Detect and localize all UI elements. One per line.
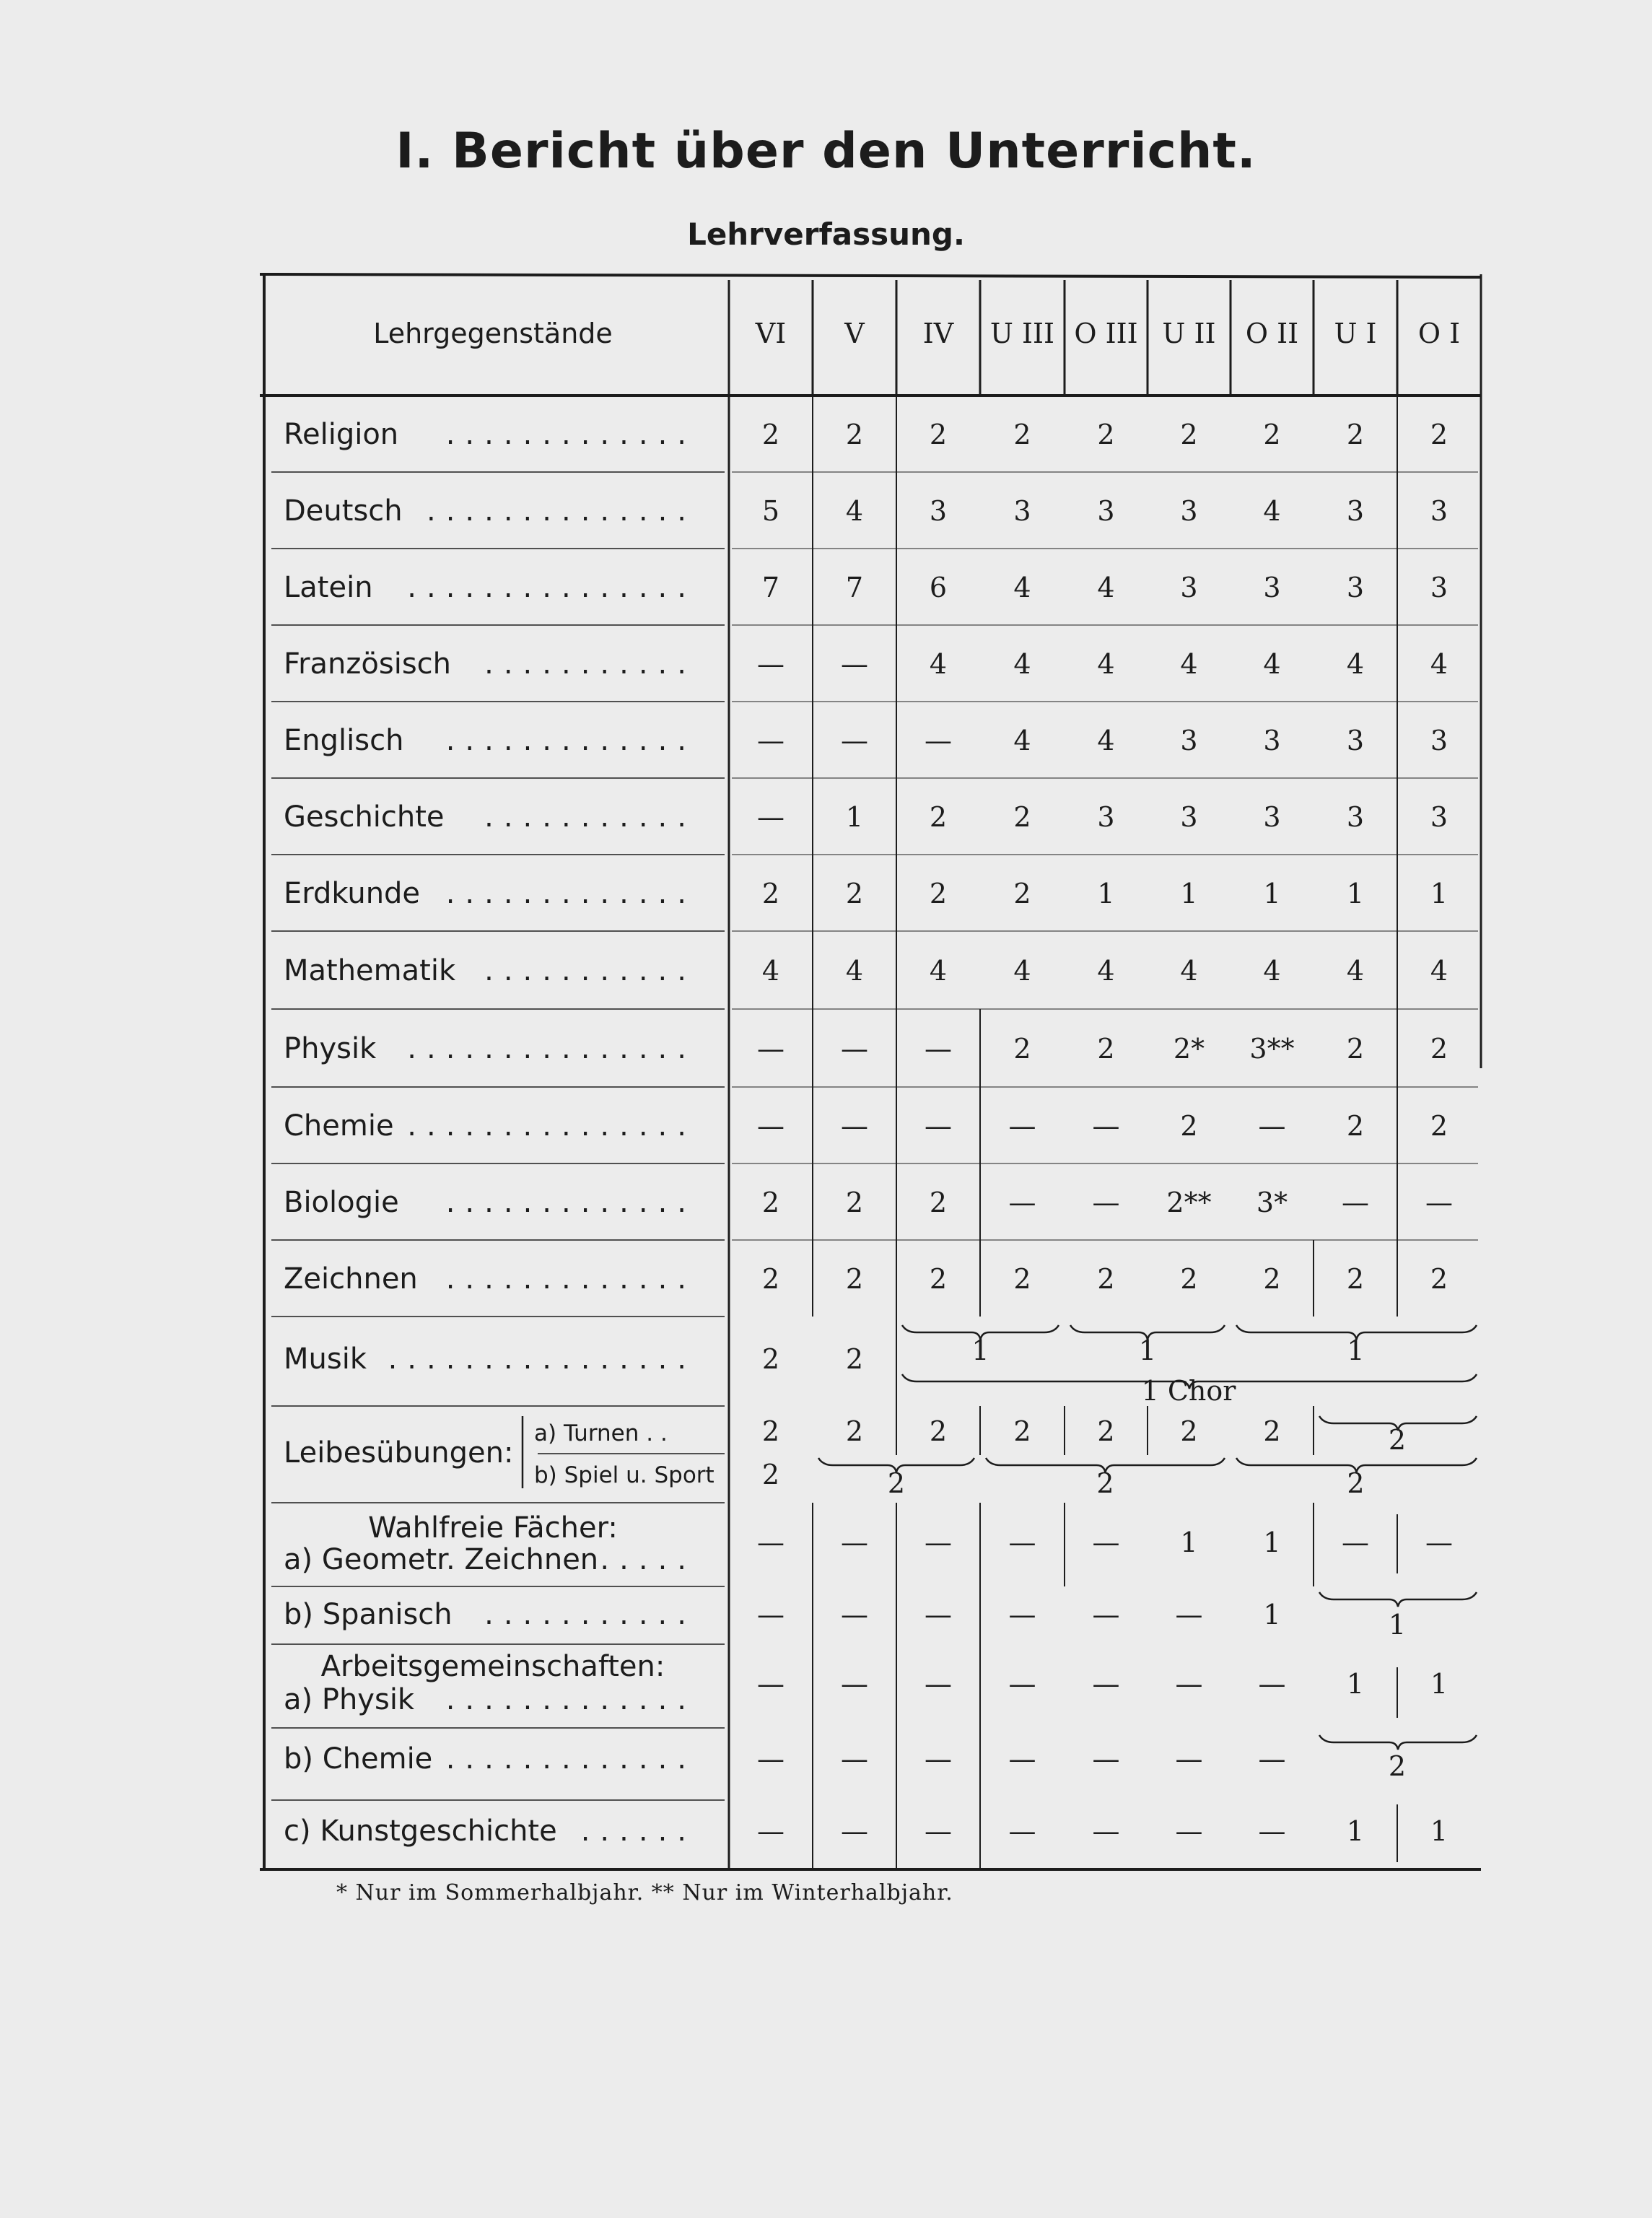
value-cell: 2 <box>761 1187 780 1218</box>
sub-label-turnen: a) Turnen . . <box>534 1420 668 1446</box>
value-cell: — <box>1008 1187 1036 1218</box>
value-cell: 3 <box>1263 801 1281 833</box>
value-cell: — <box>757 648 785 680</box>
value-cell: 2 <box>1346 1263 1365 1295</box>
value-cell: — <box>757 1599 785 1630</box>
value-cell: 4 <box>1097 955 1115 987</box>
subject-geometr: a) Geometr. Zeichnen <box>284 1543 599 1576</box>
value-cell: 2 <box>761 419 780 450</box>
dot-leader: ............. <box>445 877 696 910</box>
value-cell: — <box>925 1743 952 1775</box>
dot-leader: ...... <box>580 1815 696 1848</box>
value-cell: 3 <box>1180 495 1198 527</box>
column-header-class: U I <box>1334 318 1377 349</box>
value-cell: 2 <box>1097 1415 1115 1447</box>
value-cell: 4 <box>1013 648 1031 680</box>
value-cell: — <box>1008 1668 1036 1700</box>
column-header-class: U III <box>989 318 1055 349</box>
value-cell: 1 <box>1430 1668 1448 1700</box>
value-cell: 4 <box>845 955 864 987</box>
subject-ag-chemie: b) Chemie <box>284 1742 433 1776</box>
value-cell: 4 <box>1180 955 1198 987</box>
subject-7: Mathematik <box>284 954 456 987</box>
dot-leader: ............... <box>407 571 696 604</box>
value-cell: — <box>1258 1110 1286 1142</box>
value-cell: 1 <box>1430 878 1448 909</box>
dot-leader: ........... <box>484 800 696 834</box>
value-cell: 3 <box>1346 495 1365 527</box>
value-cell: — <box>757 1110 785 1142</box>
value-cell: 2** <box>1166 1187 1212 1218</box>
value-cell: 2 <box>845 1343 864 1375</box>
dot-leader: ................ <box>388 1342 696 1376</box>
value-cell: — <box>1258 1815 1286 1847</box>
value-cell: 2 <box>1097 419 1115 450</box>
value-cell: 2 <box>929 1415 948 1447</box>
value-cell: — <box>925 1033 952 1065</box>
value-cell: 4 <box>1263 495 1281 527</box>
value-cell: 1 <box>1263 1599 1281 1630</box>
value-cell: 5 <box>761 495 780 527</box>
subject-leibesuebungen: Leibesübungen: <box>284 1436 514 1470</box>
value-cell: — <box>841 1743 868 1775</box>
value-cell: 4 <box>929 955 948 987</box>
value-cell: 2 <box>1180 1110 1198 1142</box>
value-cell: — <box>925 1527 952 1558</box>
value-cell: — <box>841 1815 868 1847</box>
value-cell: 2 <box>1346 1033 1365 1065</box>
value-cell: 2 <box>1430 419 1448 450</box>
value-cell: 4 <box>1346 955 1365 987</box>
value-cell: 2 <box>1346 1110 1365 1142</box>
subject-5: Geschichte <box>284 800 445 834</box>
subject-8: Physik <box>284 1032 377 1065</box>
value-cell: 3 <box>1013 495 1031 527</box>
dot-leader: ............. <box>445 1683 696 1716</box>
value-cell: 1 <box>1430 1815 1448 1847</box>
value-cell: 2 <box>1346 419 1365 450</box>
value-cell: 2 <box>929 878 948 909</box>
value-cell: 4 <box>761 955 780 987</box>
value-cell: — <box>841 725 868 756</box>
value-cell: 1 <box>1346 878 1365 909</box>
value-cell: 4 <box>1013 572 1031 603</box>
page-subtitle: Lehrverfassung. <box>687 217 965 252</box>
value-cell: 1 <box>1180 1527 1198 1558</box>
dot-leader: ............... <box>407 1109 696 1143</box>
value-cell: — <box>1092 1187 1120 1218</box>
value-cell: — <box>925 1599 952 1630</box>
value-cell: 2 <box>761 1263 780 1295</box>
sub-label-spiel: b) Spiel u. Sport <box>534 1462 714 1488</box>
section-heading-wahlfrei: Wahlfreie Fächer: <box>368 1511 618 1545</box>
value-cell: — <box>1258 1668 1286 1700</box>
value-cell: 7 <box>761 572 780 603</box>
value-cell: 3 <box>1430 495 1448 527</box>
value-cell: 3 <box>1263 572 1281 603</box>
column-header-class: U II <box>1162 318 1216 349</box>
value-cell: 3 <box>1430 725 1448 756</box>
dot-leader: ............. <box>445 724 696 757</box>
value-cell: 2 <box>1013 419 1031 450</box>
value-cell: 3 <box>1346 725 1365 756</box>
value-cell: 4 <box>1263 648 1281 680</box>
value-cell: 2 <box>1013 1033 1031 1065</box>
subject-10: Biologie <box>284 1186 399 1219</box>
value-cell: — <box>1008 1599 1036 1630</box>
value-cell: — <box>841 1668 868 1700</box>
value-cell: — <box>841 1110 868 1142</box>
column-header-class: V <box>844 318 865 349</box>
value-cell: — <box>1175 1599 1203 1630</box>
value-cell: 3 <box>1346 572 1365 603</box>
value-cell: 3 <box>1097 801 1115 833</box>
column-header-subjects: Lehrgegenstände <box>373 318 613 349</box>
value-cell: — <box>1092 1743 1120 1775</box>
choir-label: 1 Chor <box>1141 1375 1236 1407</box>
dot-leader: ............... <box>407 1032 696 1065</box>
value-cell: 2 <box>1013 1415 1031 1447</box>
dot-leader: ........... <box>484 647 696 681</box>
value-cell: — <box>1342 1187 1369 1218</box>
value-cell: 2 <box>761 1343 780 1375</box>
value-cell: 3 <box>1097 495 1115 527</box>
dot-leader: ............. <box>445 1186 696 1219</box>
value-cell: 2 <box>845 419 864 450</box>
value-cell: 2 <box>1097 1033 1115 1065</box>
value-cell: 4 <box>1013 955 1031 987</box>
value-cell: 2* <box>1173 1033 1205 1065</box>
value-cell: — <box>1175 1743 1203 1775</box>
value-cell: 2 <box>761 1459 780 1490</box>
column-header-class: O I <box>1417 318 1461 349</box>
value-cell: 2 <box>1180 1263 1198 1295</box>
value-cell: — <box>757 1743 785 1775</box>
value-cell: — <box>1008 1743 1036 1775</box>
dot-leader: .............. <box>426 494 696 528</box>
subject-11: Zeichnen <box>284 1262 418 1296</box>
value-cell: 2 <box>929 1187 948 1218</box>
grouped-value: 1 <box>1138 1335 1157 1366</box>
value-cell: 2 <box>1430 1263 1448 1295</box>
value-cell: 1 <box>1346 1815 1365 1847</box>
value-cell: 2 <box>1013 1263 1031 1295</box>
value-cell: 3 <box>1180 572 1198 603</box>
value-cell: 3 <box>1430 572 1448 603</box>
grouped-value: 2 <box>887 1467 906 1499</box>
subject-1: Deutsch <box>284 494 403 528</box>
footnote: * Nur im Sommerhalbjahr. ** Nur im Winterhalbjahr. <box>336 1880 953 1905</box>
chemie-brace <box>1319 1735 1477 1750</box>
value-cell: 2 <box>1180 419 1198 450</box>
value-cell: — <box>1342 1527 1369 1558</box>
value-cell: — <box>841 1527 868 1558</box>
value-cell: 2 <box>761 1415 780 1447</box>
subject-musik: Musik <box>284 1342 367 1376</box>
value-cell: 4 <box>1180 648 1198 680</box>
value-cell: 2 <box>761 878 780 909</box>
value-cell: 1 <box>845 801 864 833</box>
value-cell: — <box>757 801 785 833</box>
value-cell: 7 <box>845 572 864 603</box>
value-cell: 3 <box>1263 725 1281 756</box>
subject-0: Religion <box>284 418 399 451</box>
value-cell: — <box>757 725 785 756</box>
value-cell: — <box>1008 1527 1036 1558</box>
grouped-value: 1 <box>971 1335 989 1366</box>
section-heading-ag: Arbeitsgemeinschaften: <box>320 1650 665 1683</box>
value-cell: — <box>1425 1187 1453 1218</box>
value-cell: 1 <box>1263 878 1281 909</box>
value-cell: — <box>1092 1599 1120 1630</box>
value-cell: — <box>841 648 868 680</box>
dot-leader: ........... <box>484 954 696 987</box>
table-top-border <box>260 274 1481 277</box>
value-cell: 2 <box>1430 1110 1448 1142</box>
value-cell: 3 <box>929 495 948 527</box>
value-cell: — <box>1258 1743 1286 1775</box>
value-cell: 2 <box>1263 1415 1281 1447</box>
value-cell: 2 <box>1180 1415 1198 1447</box>
table-text <box>284 318 1460 1848</box>
column-header-class: O II <box>1245 318 1299 349</box>
value-cell: 4 <box>1097 572 1115 603</box>
value-cell: 3* <box>1256 1187 1288 1218</box>
value-cell: 2 <box>1013 801 1031 833</box>
value-cell: — <box>1175 1815 1203 1847</box>
grouped-value: 2 <box>1096 1467 1114 1499</box>
value-cell: — <box>925 1815 952 1847</box>
value-cell: 2 <box>1013 878 1031 909</box>
value-cell: — <box>925 725 952 756</box>
value-cell: 2 <box>845 1187 864 1218</box>
value-cell: — <box>1092 1668 1120 1700</box>
dot-leader: ............. <box>445 1742 696 1776</box>
value-cell: 4 <box>845 495 864 527</box>
value-cell: 3 <box>1430 801 1448 833</box>
value-cell: — <box>757 1033 785 1065</box>
value-cell: — <box>1092 1527 1120 1558</box>
value-cell: 2 <box>929 419 948 450</box>
dot-leader: ........... <box>484 1598 696 1631</box>
value-cell: 2 <box>845 878 864 909</box>
value-cell: 4 <box>1097 725 1115 756</box>
value-cell: 4 <box>1430 955 1448 987</box>
subject-6: Erdkunde <box>284 877 421 910</box>
value-cell: 2 <box>1097 1263 1115 1295</box>
dot-leader: ............. <box>445 1262 696 1296</box>
value-cell: 2 <box>1263 419 1281 450</box>
subject-kunstgeschichte: c) Kunstgeschichte <box>284 1815 557 1848</box>
value-cell: — <box>757 1527 785 1558</box>
subject-2: Latein <box>284 571 373 604</box>
value-cell: 3** <box>1249 1033 1295 1065</box>
grouped-value: 2 <box>1388 1750 1407 1782</box>
value-cell: 4 <box>1013 725 1031 756</box>
subject-3: Französisch <box>284 647 452 681</box>
value-cell: 4 <box>1097 648 1115 680</box>
value-cell: 2 <box>845 1415 864 1447</box>
subject-4: Englisch <box>284 724 404 757</box>
value-cell: — <box>1008 1110 1036 1142</box>
column-header-class: O III <box>1074 318 1138 349</box>
column-header-class: IV <box>922 318 954 349</box>
value-cell: 4 <box>1430 648 1448 680</box>
value-cell: 1 <box>1097 878 1115 909</box>
grouped-value: 1 <box>1347 1335 1365 1366</box>
column-header-class: VI <box>755 318 787 349</box>
value-cell: 2 <box>1263 1263 1281 1295</box>
subject-ag-physik: a) Physik <box>284 1683 415 1716</box>
value-cell: 1 <box>1180 878 1198 909</box>
dot-leader: ..... <box>600 1543 696 1576</box>
grouped-value: 2 <box>1347 1467 1365 1499</box>
value-cell: 4 <box>1263 955 1281 987</box>
value-cell: — <box>1092 1110 1120 1142</box>
value-cell: — <box>1425 1527 1453 1558</box>
value-cell: 6 <box>929 572 948 603</box>
value-cell: — <box>1092 1815 1120 1847</box>
value-cell: — <box>925 1668 952 1700</box>
grouped-value: 2 <box>1388 1424 1407 1456</box>
grouped-value: 1 <box>1388 1609 1407 1641</box>
value-cell: 1 <box>1346 1668 1365 1700</box>
value-cell: — <box>841 1033 868 1065</box>
value-cell: — <box>757 1668 785 1700</box>
dot-leader: ............. <box>445 418 696 451</box>
value-cell: 2 <box>929 1263 948 1295</box>
value-cell: — <box>841 1599 868 1630</box>
subject-9: Chemie <box>284 1109 394 1143</box>
value-cell: 2 <box>929 801 948 833</box>
value-cell: 4 <box>1346 648 1365 680</box>
page-title: I. Bericht über den Unterricht. <box>395 123 1257 180</box>
spanisch-brace <box>1319 1592 1477 1607</box>
value-cell: 1 <box>1263 1527 1281 1558</box>
value-cell: 3 <box>1180 725 1198 756</box>
value-cell: 3 <box>1346 801 1365 833</box>
value-cell: 2 <box>1430 1033 1448 1065</box>
value-cell: — <box>757 1815 785 1847</box>
value-cell: — <box>1008 1815 1036 1847</box>
value-cell: — <box>1175 1668 1203 1700</box>
subject-spanisch: b) Spanisch <box>284 1598 453 1631</box>
value-cell: 2 <box>845 1263 864 1295</box>
value-cell: — <box>925 1110 952 1142</box>
value-cell: 3 <box>1180 801 1198 833</box>
value-cell: 4 <box>929 648 948 680</box>
